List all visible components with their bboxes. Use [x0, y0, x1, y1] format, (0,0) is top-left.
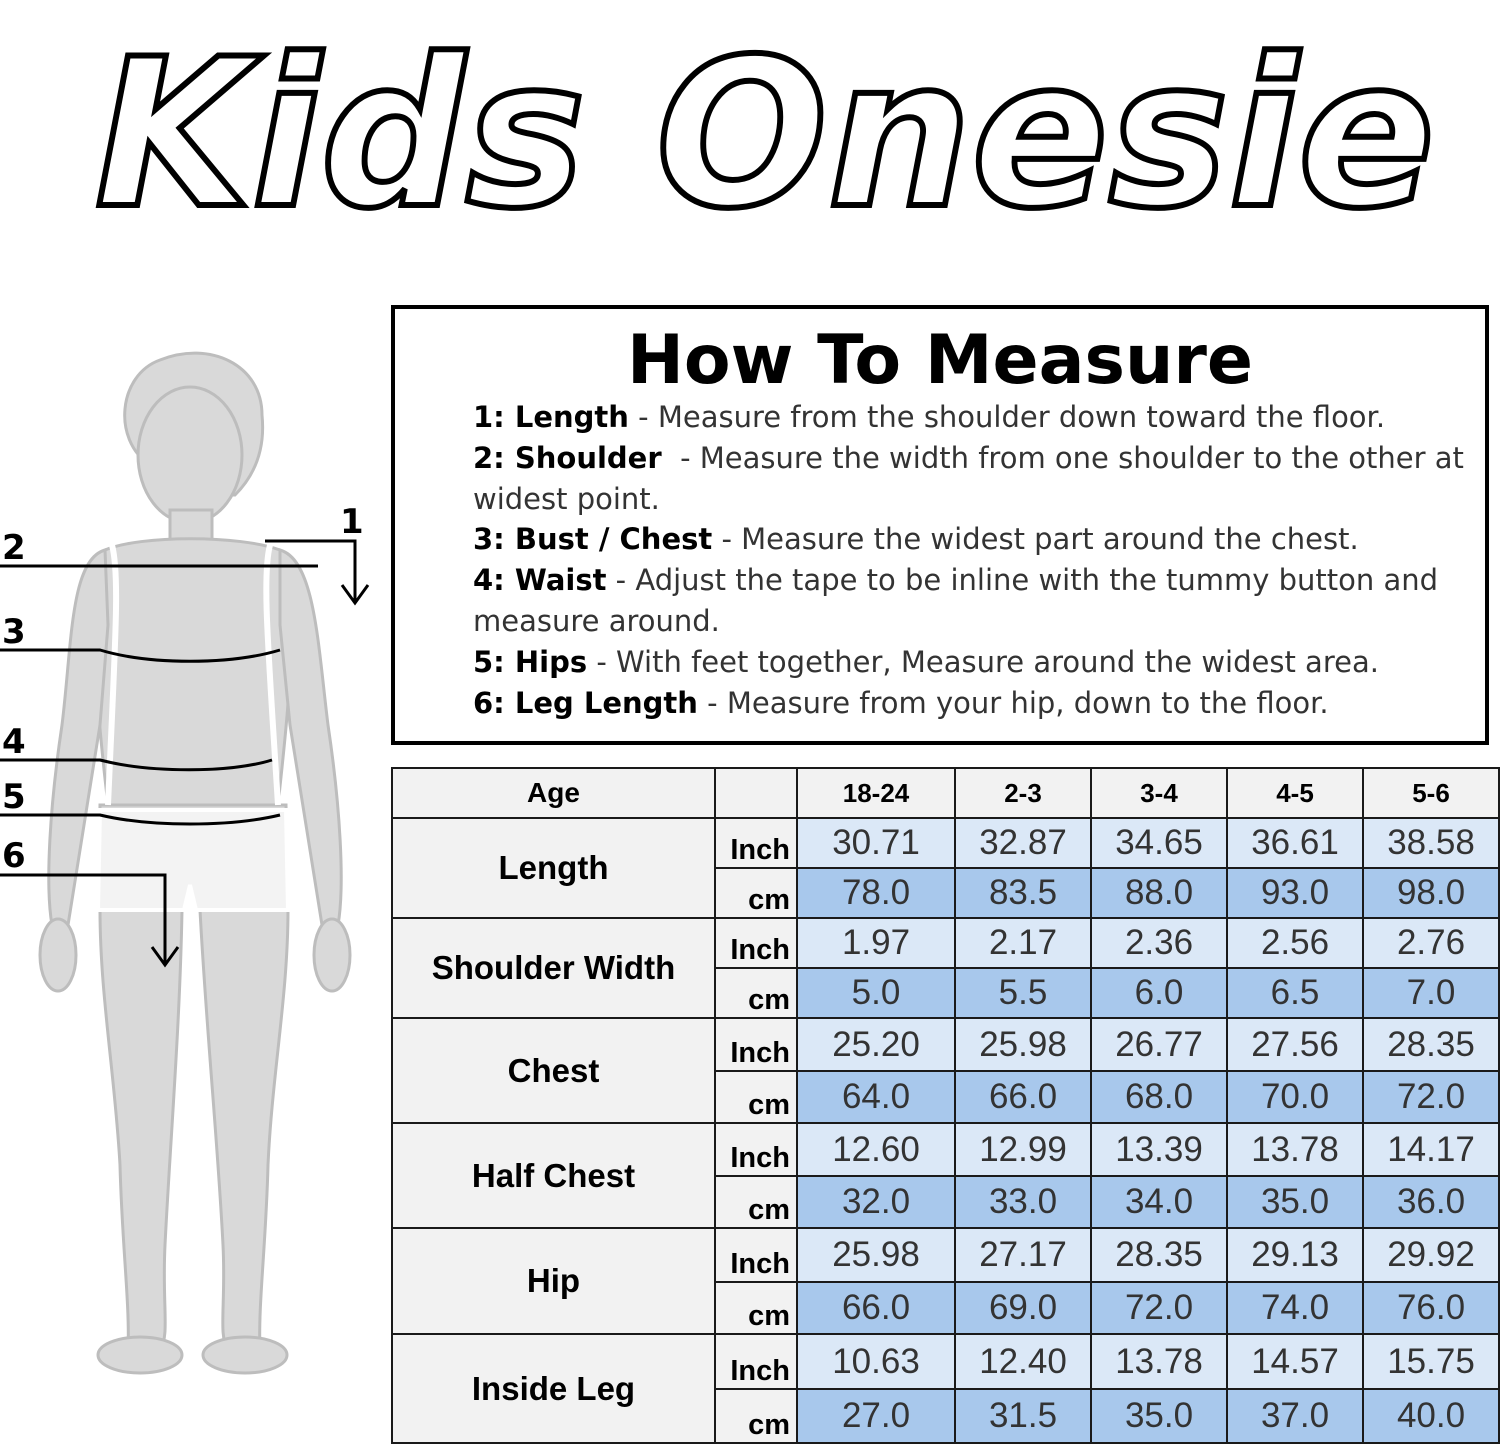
inch-value-cell: 13.78 [1227, 1123, 1363, 1176]
cm-value-cell: 37.0 [1227, 1389, 1363, 1443]
inch-value-cell: 14.17 [1363, 1123, 1499, 1176]
table-row [392, 1334, 1499, 1389]
measurement-name: Shoulder Width [392, 918, 715, 1018]
step-text: - Measure the width from one shoulder to the other at widest point. [473, 440, 1474, 516]
age-header: Age [392, 768, 715, 818]
inch-value-cell: 1.97 [797, 918, 955, 968]
cm-value-cell: 69.0 [955, 1282, 1091, 1334]
cm-value-cell: 68.0 [1091, 1071, 1227, 1123]
table-row [392, 1123, 1499, 1176]
page-title: Kids Onesie [95, 16, 1435, 250]
step-key: 4: Waist [473, 563, 607, 598]
inch-value-cell: 15.75 [1363, 1334, 1499, 1389]
step-hips [473, 642, 1473, 683]
inch-value-cell: 30.71 [797, 818, 955, 868]
step-key: 6: Leg Length [473, 685, 698, 720]
step-shoulder [473, 438, 1473, 520]
step-key: 2: Shoulder [473, 440, 662, 475]
inch-value-cell: 36.61 [1227, 818, 1363, 868]
inch-value-cell: 2.76 [1363, 918, 1499, 968]
cm-value-cell: 66.0 [955, 1071, 1091, 1123]
body-figure [0, 345, 390, 1385]
how-to-measure-steps [473, 397, 1473, 723]
inch-value-cell: 27.56 [1227, 1018, 1363, 1071]
size-header: 2-3 [955, 768, 1091, 818]
size-header: 4-5 [1227, 768, 1363, 818]
inch-value-cell: 29.13 [1227, 1228, 1363, 1282]
unit-inch-label: Inch [715, 1018, 797, 1071]
measure-label-1: 1 [340, 502, 364, 542]
step-key: 5: Hips [473, 644, 588, 679]
cm-value-cell: 32.0 [797, 1176, 955, 1228]
unit-header [715, 768, 797, 818]
inch-value-cell: 2.56 [1227, 918, 1363, 968]
inch-value-cell: 14.57 [1227, 1334, 1363, 1389]
cm-value-cell: 76.0 [1363, 1282, 1499, 1334]
cm-value-cell: 98.0 [1363, 868, 1499, 918]
size-header: 5-6 [1363, 768, 1499, 818]
cm-value-cell: 27.0 [797, 1389, 955, 1443]
inch-value-cell: 13.39 [1091, 1123, 1227, 1176]
unit-cm-label: cm [715, 868, 797, 918]
table-body [392, 818, 1499, 1443]
inch-value-cell: 28.35 [1091, 1228, 1227, 1282]
inch-value-cell: 34.65 [1091, 818, 1227, 868]
inch-value-cell: 12.40 [955, 1334, 1091, 1389]
cm-value-cell: 6.0 [1091, 968, 1227, 1018]
table-row [392, 1018, 1499, 1071]
unit-inch-label: Inch [715, 1334, 797, 1389]
cm-value-cell: 74.0 [1227, 1282, 1363, 1334]
unit-cm-label: cm [715, 1389, 797, 1443]
cm-value-cell: 31.5 [955, 1389, 1091, 1443]
unit-cm-label: cm [715, 1282, 797, 1334]
cm-value-cell: 72.0 [1091, 1282, 1227, 1334]
unit-inch-label: Inch [715, 1228, 797, 1282]
unit-inch-label: Inch [715, 1123, 797, 1176]
cm-value-cell: 88.0 [1091, 868, 1227, 918]
unit-inch-label: Inch [715, 818, 797, 868]
page-title-graphic [0, 0, 1500, 250]
step-key: 3: Bust / Chest [473, 522, 713, 557]
table-row [392, 1228, 1499, 1282]
step-length [473, 397, 1473, 438]
measurement-name: Hip [392, 1228, 715, 1334]
size-header: 3-4 [1091, 768, 1227, 818]
cm-value-cell: 5.5 [955, 968, 1091, 1018]
cm-value-cell: 35.0 [1227, 1176, 1363, 1228]
step-text: - Measure from the shoulder down toward the floor. [628, 400, 1386, 434]
inch-value-cell: 12.60 [797, 1123, 955, 1176]
measure-label-3: 3 [2, 612, 26, 652]
step-waist [473, 560, 1473, 642]
table-header-row [392, 768, 1499, 818]
cm-value-cell: 70.0 [1227, 1071, 1363, 1123]
step-text: - Adjust the tape to be inline with the tummy button and measure around. [473, 563, 1439, 638]
cm-value-cell: 5.0 [797, 968, 955, 1018]
inch-value-cell: 25.98 [955, 1018, 1091, 1071]
how-to-measure-panel [391, 305, 1489, 745]
unit-inch-label: Inch [715, 918, 797, 968]
cm-value-cell: 6.5 [1227, 968, 1363, 1018]
step-text: - Measure from your hip, down to the floor. [697, 685, 1329, 720]
cm-value-cell: 34.0 [1091, 1176, 1227, 1228]
cm-value-cell: 66.0 [797, 1282, 955, 1334]
inch-value-cell: 32.87 [955, 818, 1091, 868]
inch-value-cell: 28.35 [1363, 1018, 1499, 1071]
cm-value-cell: 83.5 [955, 868, 1091, 918]
inch-value-cell: 26.77 [1091, 1018, 1227, 1071]
size-chart-table [391, 767, 1500, 1444]
inch-value-cell: 25.20 [797, 1018, 955, 1071]
cm-value-cell: 35.0 [1091, 1389, 1227, 1443]
cm-value-cell: 72.0 [1363, 1071, 1499, 1123]
unit-cm-label: cm [715, 968, 797, 1018]
step-text: - With feet together, Measure around the widest area. [587, 644, 1379, 679]
measure-label-2: 2 [2, 528, 26, 568]
measure-label-4: 4 [2, 722, 26, 762]
child-silhouette [0, 345, 390, 1385]
measurement-name: Half Chest [392, 1123, 715, 1228]
page-title-container [0, 0, 1500, 250]
unit-cm-label: cm [715, 1176, 797, 1228]
how-to-measure-title: How To Measure [626, 321, 1254, 400]
inch-value-cell: 27.17 [955, 1228, 1091, 1282]
cm-value-cell: 7.0 [1363, 968, 1499, 1018]
step-text: - Measure the widest part around the chest. [712, 522, 1359, 557]
step-key: 1: Length [473, 400, 629, 434]
inch-value-cell: 2.36 [1091, 918, 1227, 968]
measure-label-6: 6 [2, 836, 26, 876]
inch-value-cell: 10.63 [797, 1334, 955, 1389]
step-leg-length [473, 683, 1473, 724]
measure-label-5: 5 [2, 777, 26, 817]
step-chest [473, 519, 1473, 560]
unit-cm-label: cm [715, 1071, 797, 1123]
cm-value-cell: 93.0 [1227, 868, 1363, 918]
inch-value-cell: 29.92 [1363, 1228, 1499, 1282]
measurement-name: Inside Leg [392, 1334, 715, 1443]
measurement-name: Length [392, 818, 715, 918]
table-row [392, 818, 1499, 868]
cm-value-cell: 36.0 [1363, 1176, 1499, 1228]
inch-value-cell: 12.99 [955, 1123, 1091, 1176]
cm-value-cell: 33.0 [955, 1176, 1091, 1228]
inch-value-cell: 13.78 [1091, 1334, 1227, 1389]
inch-value-cell: 2.17 [955, 918, 1091, 968]
size-header: 18-24 [797, 768, 955, 818]
cm-value-cell: 78.0 [797, 868, 955, 918]
measurement-name: Chest [392, 1018, 715, 1123]
cm-value-cell: 64.0 [797, 1071, 955, 1123]
inch-value-cell: 25.98 [797, 1228, 955, 1282]
inch-value-cell: 38.58 [1363, 818, 1499, 868]
cm-value-cell: 40.0 [1363, 1389, 1499, 1443]
table-row [392, 918, 1499, 968]
